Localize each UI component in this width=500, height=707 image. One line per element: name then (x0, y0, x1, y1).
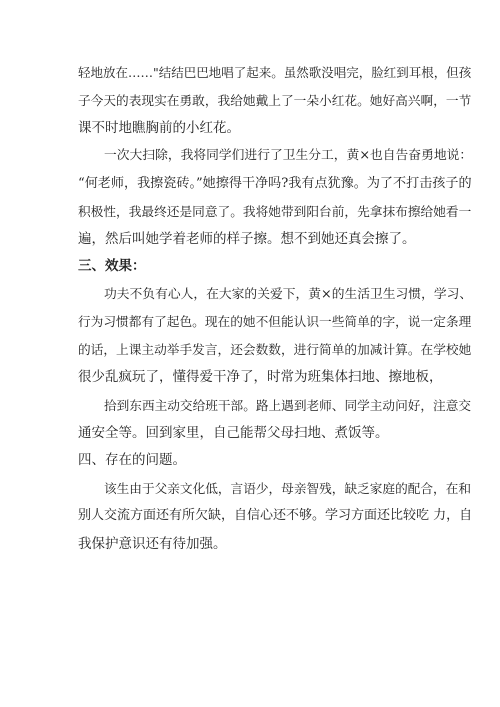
text-line: 的话，上课主动举手发言，还会数数，进行简单的加减计算。在学校她 (78, 342, 472, 357)
text-line: 功夫不负有心人，在大家的关爱下，黄×的生活卫生习惯，学习、 (104, 287, 472, 302)
text-line: 行为习惯都有了起色。现在的她不但能认识一些简单的字，说一定条理 (78, 314, 472, 329)
text-line: 通安全等。回到家里，自己能帮父母扫地、煮饭等。 (78, 425, 389, 441)
text-line: 别人交流方面还有所欠缺，自信心还不够。学习方面还比较吃 力，自 (78, 508, 472, 523)
text-line: 课不时地瞧胸前的小红花。 (78, 120, 240, 136)
text-line: 该生由于父亲文化低，言语少，母亲智残，缺乏家庭的配合，在和 (104, 481, 472, 496)
text-line: “何老师，我擦瓷砖。”她擦得干净吗?我有点犹豫。为了不打击孩子的 (78, 176, 472, 191)
section-heading: 四、存在的问题。 (78, 452, 186, 468)
text-line: 我保护意识还有待加强。 (78, 536, 227, 552)
text-line: 轻地放在……"结结巴巴地唱了起来。虽然歌没唱完，脸红到耳根，但孩 (78, 65, 472, 80)
section-heading: 三、效果： (78, 258, 146, 274)
text-line: 一次大扫除，我将同学们进行了卫生分工，黄×也自告奋勇地说： (104, 148, 472, 163)
text-line: 遍，然后叫她学着老师的样子擦。想不到她还真会擦了。 (78, 231, 416, 247)
text-line: 拾到东西主动交给班干部。路上遇到老师、同学主动问好，注意交 (104, 398, 472, 413)
text-line: 很少乱疯玩了，懂得爱干净了，时常为班集体扫地、擦地板， (78, 369, 443, 385)
text-line: 积极性，我最终还是同意了。我将她带到阳台前，先拿抹布擦给她看一 (78, 204, 472, 219)
text-line: 子今天的表现实在勇敢，我给她戴上了一朵小红花。她好高兴啊，一节 (78, 93, 472, 108)
